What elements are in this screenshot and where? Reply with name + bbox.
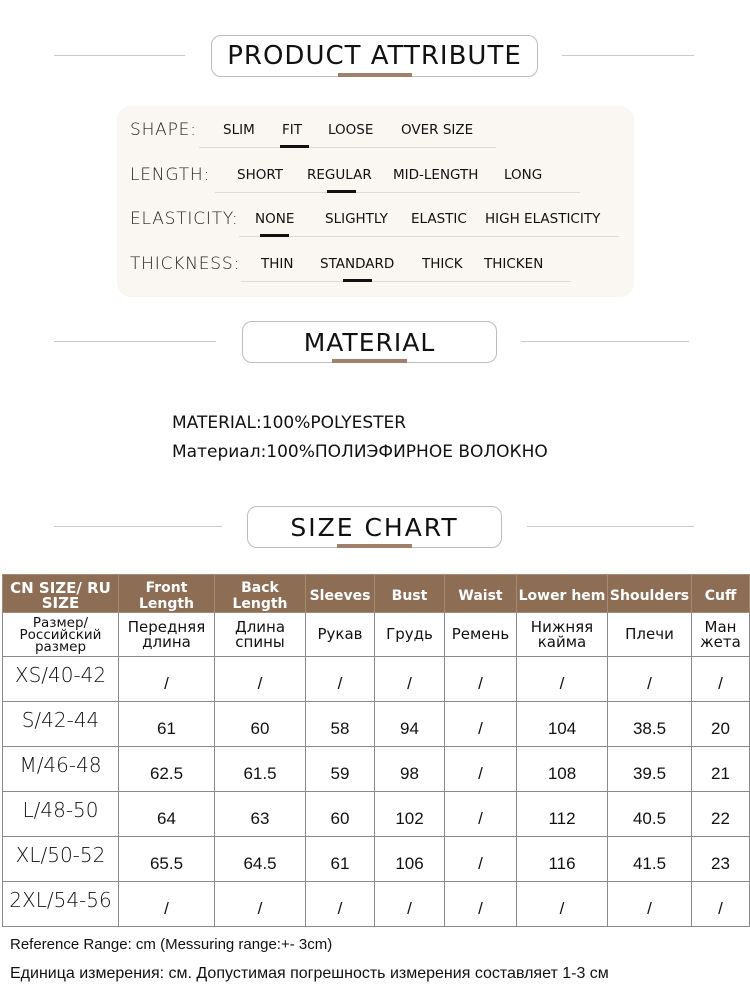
table-cell: 98 [375,747,445,792]
attr-option-selected: FIT [282,122,302,138]
table-cell: / [692,882,750,927]
accent-bar [338,73,412,77]
size-cell: 2XL/54-56 [3,882,119,927]
attr-row-thickness [117,254,634,284]
divider-right [521,341,689,342]
table-cell: 112 [517,792,608,837]
table-cell: 60 [215,702,306,747]
size-cell: S/42-44 [3,702,119,747]
divider-right [527,526,694,527]
table-cell: 65.5 [119,837,215,882]
table-cell: 106 [375,837,445,882]
table-cell: 62.5 [119,747,215,792]
size-cell: L/48-50 [3,792,119,837]
size-chart-table [2,574,750,927]
col-header-ru: Грудь [375,613,445,657]
table-cell: / [445,657,517,702]
table-cell: / [215,657,306,702]
table-cell: 61 [119,702,215,747]
table-cell: 102 [375,792,445,837]
table-cell: / [445,882,517,927]
table-cell: / [119,657,215,702]
size-chart-heading [0,497,750,557]
attr-option-selected: NONE [255,211,295,227]
section-title-pill: SIZE CHART [247,506,502,548]
size-cell: M/46-48 [3,747,119,792]
table-cell: 39.5 [608,747,692,792]
table-cell: / [445,747,517,792]
attr-baseline [215,192,580,193]
material-ru: Материал:100%ПОЛИЭФИРНОЕ ВОЛОКНО [172,442,548,462]
table-cell: 23 [692,837,750,882]
attr-option: HIGH ELASTICITY [485,211,601,227]
table-cell: / [375,657,445,702]
table-cell: 64.5 [215,837,306,882]
attr-baseline [241,281,571,282]
col-header: Shoulders [608,575,692,613]
table-row [3,702,750,747]
col-header: Front Length [119,575,215,613]
attr-row-shape [117,120,634,150]
attribute-panel [117,106,634,297]
table-cell: 108 [517,747,608,792]
col-header: Sleeves [306,575,375,613]
attr-label: SHAPE: [130,120,197,140]
attr-option-selected: STANDARD [320,256,395,272]
size-cell: XL/50-52 [3,837,119,882]
divider-left [54,526,222,527]
table-cell: 20 [692,702,750,747]
col-header: Cuff [692,575,750,613]
attr-option: THIN [261,256,294,272]
col-header: Bust [375,575,445,613]
accent-bar [337,544,412,548]
table-row [3,792,750,837]
col-header-ru: Передняя длина [119,613,215,657]
attr-row-elasticity [117,209,634,239]
divider-left [54,55,185,56]
table-cell: / [375,882,445,927]
col-header: CN SIZE/ RU SIZE [3,575,119,613]
table-cell: 104 [517,702,608,747]
table-cell: 40.5 [608,792,692,837]
attr-option: ELASTIC [411,211,467,227]
attr-label: THICKNESS: [130,254,240,274]
col-header: Waist [445,575,517,613]
table-cell: / [692,657,750,702]
attr-baseline [199,147,496,148]
attr-baseline [239,236,619,237]
table-cell: / [608,657,692,702]
table-row [3,747,750,792]
col-header-ru: Длина спины [215,613,306,657]
table-cell: 58 [306,702,375,747]
attr-option: LONG [504,167,543,183]
attr-option: SHORT [237,167,283,183]
attr-option: THICKEN [484,256,544,272]
table-cell: 22 [692,792,750,837]
table-cell: / [608,882,692,927]
divider-left [54,341,216,342]
col-header-ru: Рукав [306,613,375,657]
table-cell: / [445,792,517,837]
col-header-ru: Размер/ Российский размер [3,613,119,657]
col-header-ru: Нижняя кайма [517,613,608,657]
header-row-ru [3,613,750,657]
table-cell: / [517,882,608,927]
table-cell: / [445,702,517,747]
attr-option: MID-LENGTH [393,167,479,183]
table-cell: 60 [306,792,375,837]
table-cell: / [306,657,375,702]
material-en: MATERIAL:100%POLYESTER [172,413,407,433]
material-heading [0,312,750,372]
size-cell: XS/40-42 [3,657,119,702]
table-cell: 116 [517,837,608,882]
attr-option: SLIGHTLY [325,211,388,227]
col-header: Lower hem [517,575,608,613]
table-cell: 41.5 [608,837,692,882]
section-title-pill: MATERIAL [242,321,497,363]
section-title-pill: PRODUCT ATTRIBUTE [211,35,538,77]
table-cell: / [119,882,215,927]
table-cell: 63 [215,792,306,837]
product-attribute-heading [0,26,750,86]
attr-label: ELASTICITY: [130,209,239,229]
selected-underline [280,145,309,148]
table-row [3,837,750,882]
table-row [3,657,750,702]
attr-option: SLIM [223,122,255,138]
col-header-ru: Ремень [445,613,517,657]
attr-option-selected: REGULAR [307,167,372,183]
selected-underline [260,234,289,237]
reference-note-en: Reference Range: cm (Messuring range:+- 3cm) [10,936,333,953]
accent-bar [332,359,407,363]
table-cell: 38.5 [608,702,692,747]
attr-label: LENGTH: [130,165,210,185]
col-header-ru: Ман жета [692,613,750,657]
header-row-en [3,575,750,613]
col-header: Back Length [215,575,306,613]
table-cell: / [517,657,608,702]
table-cell: 64 [119,792,215,837]
table-cell: / [306,882,375,927]
table-cell: / [445,837,517,882]
table-row [3,882,750,927]
col-header-ru: Плечи [608,613,692,657]
reference-note-ru: Единица измерения: см. Допустимая погрешность измерения составляет 1-3 см [10,965,609,982]
table-cell: 59 [306,747,375,792]
attr-option: LOOSE [328,122,374,138]
divider-right [562,55,694,56]
table-cell: 94 [375,702,445,747]
table-cell: 21 [692,747,750,792]
table-cell: 61.5 [215,747,306,792]
attr-option: THICK [422,256,463,272]
table-cell: / [215,882,306,927]
selected-underline [327,190,356,193]
attr-row-length [117,165,634,195]
selected-underline [343,279,372,282]
attr-option: OVER SIZE [401,122,474,138]
table-cell: 61 [306,837,375,882]
